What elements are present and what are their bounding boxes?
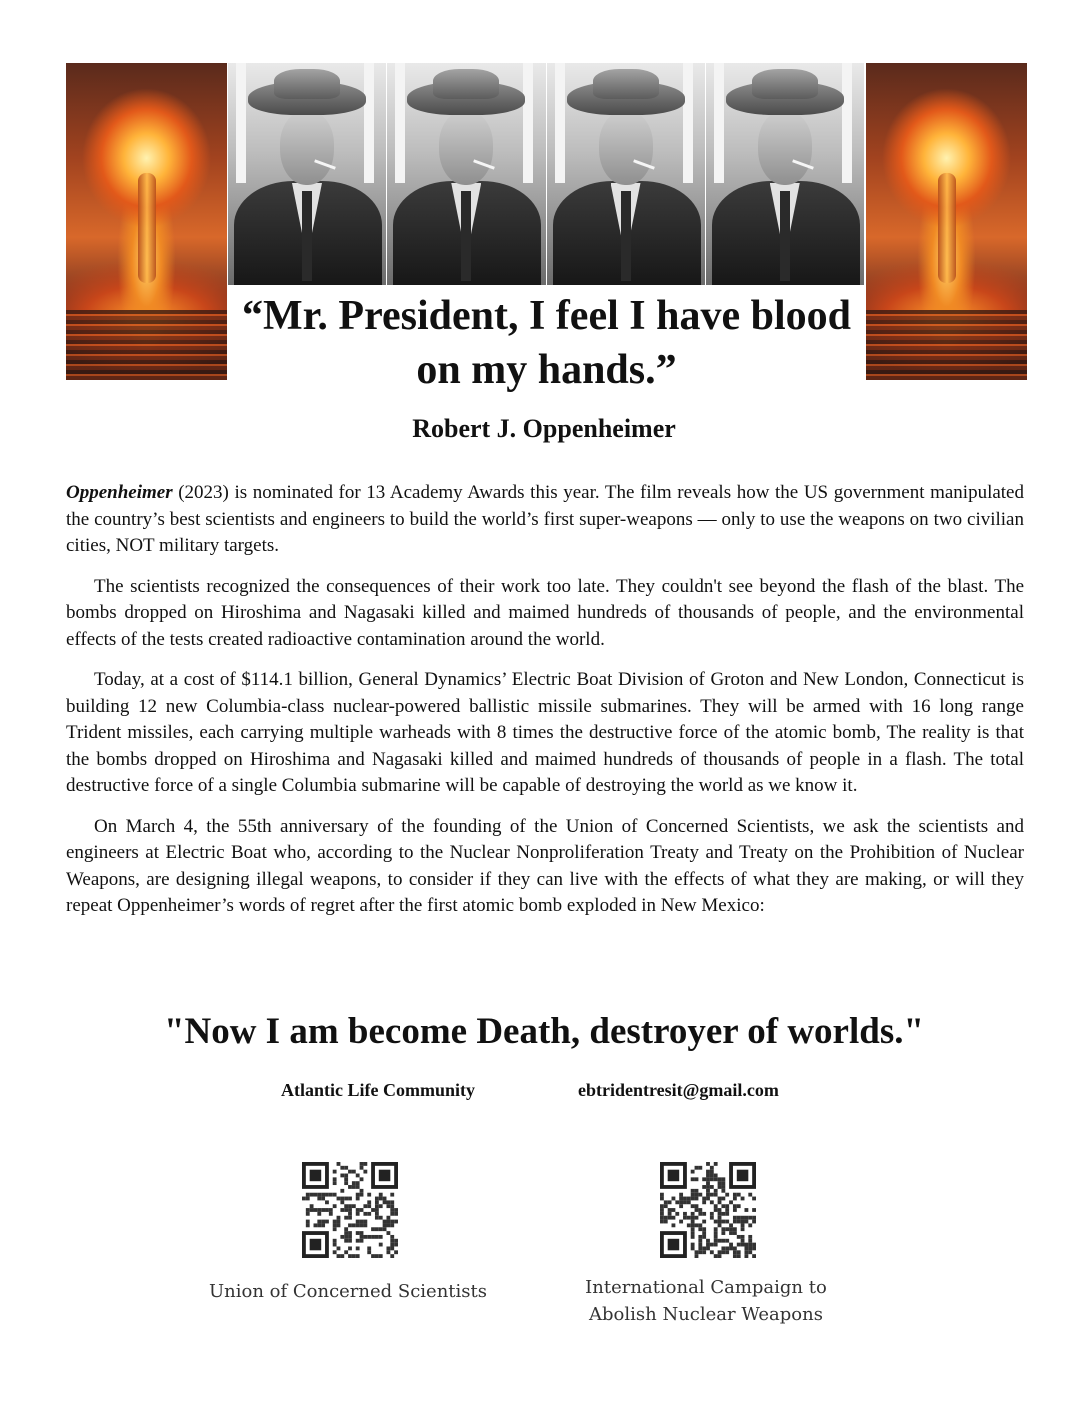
qr-label-ucs: Union of Concerned Scientists — [208, 1281, 488, 1302]
paragraph: On March 4, the 55th anniversary of the founding of the Union of Concerned Scientists, we ask the scientists and engineers at Electric Boat who, according to the Nuclear Nonproliferation Treaty and Treaty on the Prohibition of Nuclear Weapons, are designing illegal weapons, to consider if they can live with the effects of what they are making, or will they repeat Oppenheimer’s words of regret after the first atomic bomb exploded in New Mexico: — [66, 815, 1024, 916]
portrait-strip — [228, 63, 865, 285]
oppenheimer-portrait-image — [706, 63, 865, 285]
qr-code-icon[interactable] — [302, 1162, 398, 1258]
headline-quote: “Mr. President, I feel I have blood on my hands.” — [242, 293, 851, 393]
paragraph — [66, 480, 1024, 560]
body-text — [66, 480, 1024, 934]
qr-code-icon[interactable] — [660, 1162, 756, 1258]
organization-name: Atlantic Life Community — [281, 1080, 475, 1100]
quote-attribution: Robert J. Oppenheimer — [412, 414, 676, 443]
oppenheimer-portrait-image — [228, 63, 387, 285]
closing-quote: "Now I am become Death, destroyer of worlds." — [163, 1011, 925, 1052]
header-banner — [66, 63, 1020, 393]
nuclear-explosion-image — [866, 63, 1027, 380]
paragraph-text: (2023) is nominated for 13 Academy Awards this year. The film reveals how the US government manipulated the country’s best scientists and engineers to build the world’s first super-weapons — only to use the weapons on two civilian cities, NOT military targets. — [66, 482, 1024, 556]
contact-email[interactable]: ebtridentresit@gmail.com — [578, 1080, 779, 1100]
film-title: Oppenheimer — [66, 482, 173, 503]
paragraph: The scientists recognized the consequences of their work too late. They couldn't see beyond the flash of the blast. The bombs dropped on Hiroshima and Nagasaki killed and maimed hundreds of thousands of people, and the environmental effects of the tests created radioactive contamination around the world. — [66, 575, 1024, 650]
qr-label-ican: International Campaign to Abolish Nuclear Weapons — [585, 1277, 827, 1325]
oppenheimer-portrait-image — [547, 63, 706, 285]
nuclear-explosion-image — [66, 63, 227, 380]
oppenheimer-portrait-image — [387, 63, 546, 285]
paragraph: Today, at a cost of $114.1 billion, General Dynamics’ Electric Boat Division of Groton and New London, Connecticut is building 12 new Columbia-class nuclear-powered ballistic missile submarines. They will be armed with 16 long range Trident missiles, each carrying multiple warheads with 8 times the destructive force of the atomic bomb, The reality is that the bombs dropped on Hiroshima and Nagasaki killed and maimed hundreds of thousands of people in a flash. The total destructive force of a single Columbia submarine will be capable of destroying the world as we know it. — [66, 669, 1024, 796]
